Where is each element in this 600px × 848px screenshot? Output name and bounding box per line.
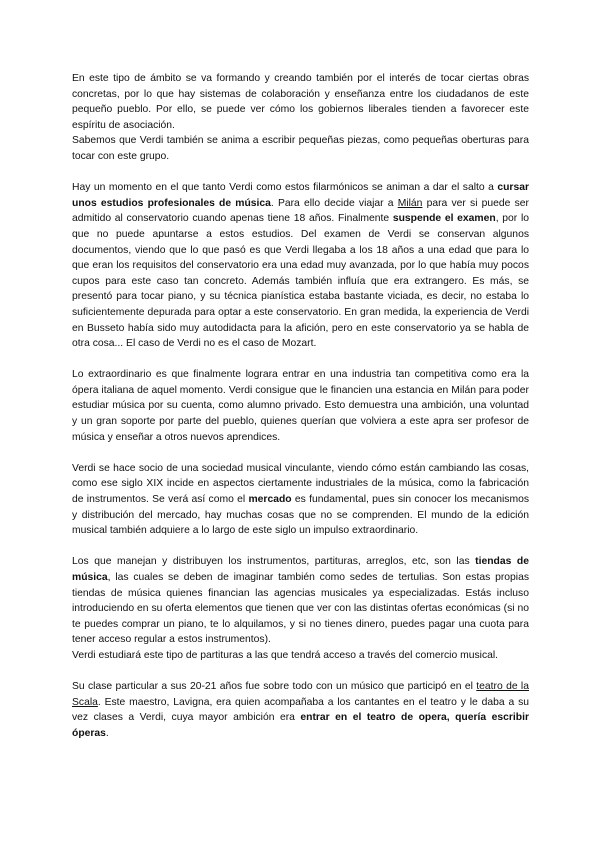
paragraph-association: En este tipo de ámbito se va formando y creando también por el interés de tocar ciertas obras concretas, por lo que hay sistemas de colaboración y enseñanza entre los ciudadanos de este pequeño pueblo. Por ello, se puede ver cómo los gobiernos liberales tienden a favorecer este espíritu de asociación.	[72, 73, 529, 131]
paragraph-gap	[72, 539, 529, 555]
bold-run: cursar unos estudios profesionales de música	[72, 182, 529, 209]
paragraph-overtures: Sabemos que Verdi también se anima a escribir pequeñas piezas, como pequeñas oberturas para tocar con este grupo.	[72, 135, 529, 162]
text-run: Verdi se hace socio de una sociedad musical vinculante, viendo cómo están cambiando las cosas, como ese siglo XIX incide en aspectos ciertamente industriales de la música, como la fabricación de instrumentos. Se verá así como el	[72, 462, 529, 506]
text-run: es fundamental, pues sin conocer los mecanismos y distribución del mercado, hay muchas cosas que no se comprenden. El mundo de la edición musical también adquiere a lo largo de este siglo un impulso extraordinario.	[72, 494, 529, 537]
bold-run: mercado	[248, 494, 292, 506]
paragraph-music-shops	[72, 554, 529, 648]
paragraph-scores: Verdi estudiará este tipo de partituras a las que tendrá acceso a través del comercio musical.	[72, 649, 499, 661]
text-run: . Este maestro, Lavigna, era quien acompañaba a los cantantes en el teatro y le daba a su vez clases a Verdi, cuya mayor ambición era	[72, 696, 529, 724]
paragraph-opera-industry: Lo extraordinario es que finalmente lograra entrar en una industria tan competitiva como era la ópera italiana de aquel momento. Verdi consigue que le financien una estancia en Milán para poder estudiar música por su cuenta, como alumno privado. Esto demuestra una ambición, una voluntad y un gran soporte por parte del pueblo, quienes querían que volviera a este apra ser profesor de música y enseñar a otros nuevos aprendices.	[72, 369, 529, 443]
link-teatro-scala[interactable]: teatro de la Scala	[72, 681, 529, 708]
bold-run: entrar en el teatro de opera, quería escribir óperas	[72, 712, 529, 739]
paragraph-conservatory	[72, 180, 529, 352]
paragraph-gap	[72, 664, 529, 680]
paragraph-gap	[72, 445, 529, 461]
link-milan[interactable]: Milán	[397, 197, 423, 209]
bold-run: tiendas de música	[72, 556, 529, 583]
paragraph-lavigna	[72, 679, 529, 741]
text-run: para ver si puede ser admitido al conservatorio cuando apenas tiene 18 años. Finalmente	[72, 197, 529, 225]
text-run: , las cuales se deben de imaginar también como sedes de tertulias. Son estas propias tiendas de música quienes financian las agencias musicales ya especializadas. Estás incluso introduciendo en su oferta elementos que tienen que ver con las distintas ofertas económicas (si no te puedes comprar un piano, te lo alquilamos, y si no tienes dinero, puedes pagar una cuota para tener acceso regular a estos instrumentos).	[72, 572, 529, 646]
text-run: Los que manejan y distribuyen los instrumentos, partituras, arreglos, etc, son las	[72, 556, 476, 568]
text-run: .	[105, 727, 109, 739]
text-run: . Para ello decide viajar a	[270, 197, 398, 209]
text-run: , por lo que no puede apuntarse a estos estudios. Del examen de Verdi se conservan algunos documentos, viendo que lo que pasó es que Verdi llegaba a los 18 años a una edad que para lo que eran los requisitos del conservatorio era una edad muy avanzada, por lo que había muy pocos cupos para este caso tan concreto. Además también influía que era extrangero. Es más, se presentó para tocar piano, y su técnica pianística estaba bastante viciada, es decir, no estaba lo suficientemente depurada para optar a este conservatorio. En gran medida, la experiencia de Verdi en Busseto había sido muy autodidacta para la afición, pero en este conservatorio ya se habla de otra cosa... El caso de Verdi no es el caso de Mozart.	[72, 213, 530, 350]
text-run: Su clase particular a sus 20-21 años fue sobre todo con un músico que participó en el	[72, 681, 477, 693]
text-run: Hay un momento en el que tanto Verdi como estos filarmónicos se animan a dar el salto a	[72, 182, 498, 194]
paragraph-gap	[72, 165, 529, 181]
bold-run: suspende el examen	[392, 213, 496, 225]
paragraph-gap	[72, 352, 529, 368]
paragraph-market	[72, 461, 529, 539]
